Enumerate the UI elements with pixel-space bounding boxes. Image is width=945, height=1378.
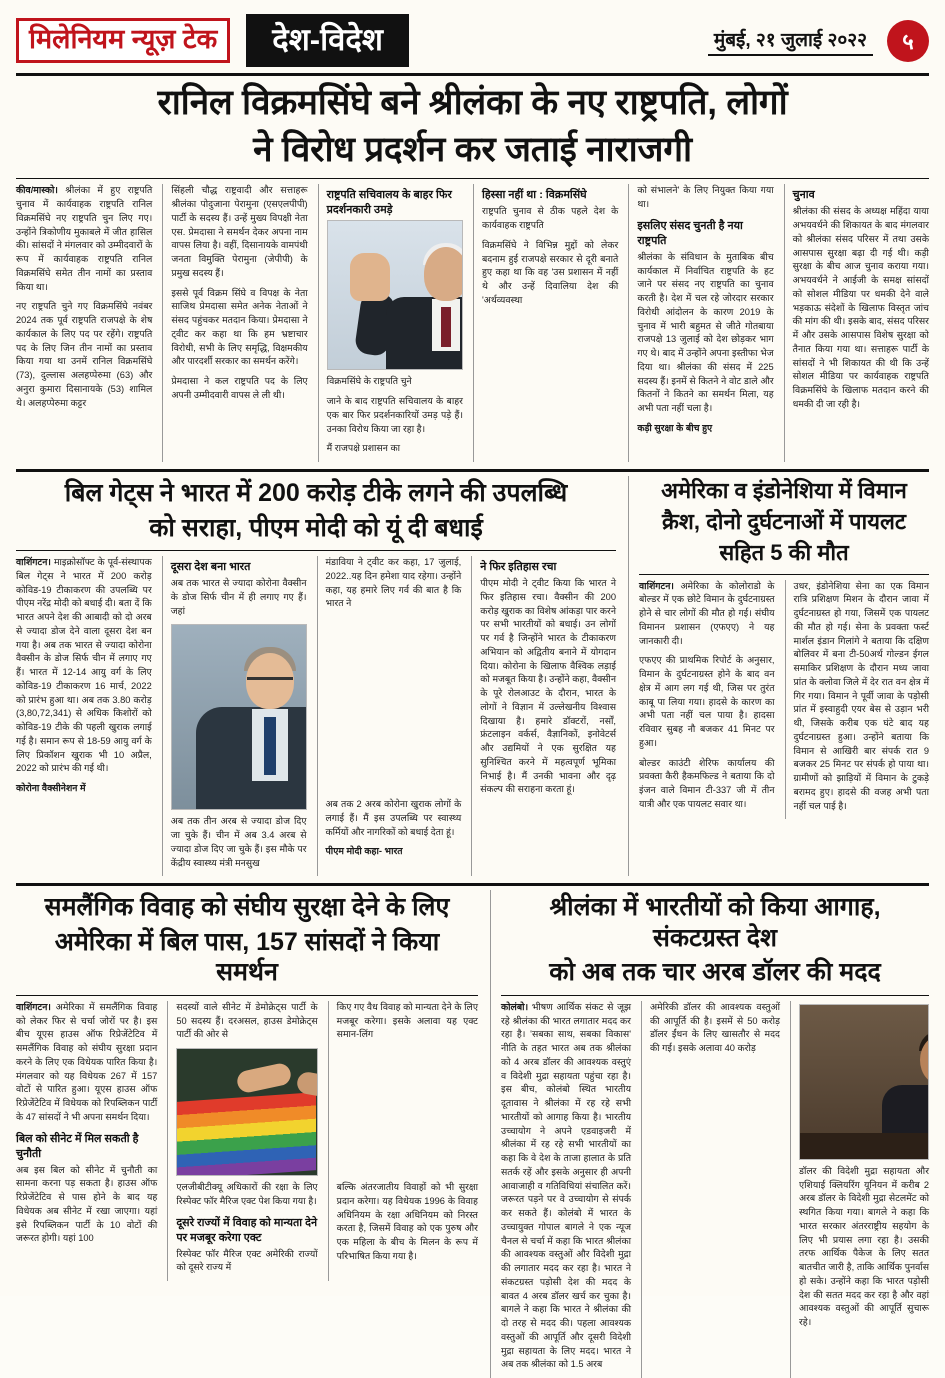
photo-bill-gates [171, 624, 307, 810]
story2-c3-foot: पीएम मोदी कहा- भारत [325, 846, 403, 857]
story4-col-3 [328, 1001, 478, 1281]
story1-col-4 [473, 184, 618, 462]
story1-col-1 [16, 184, 152, 462]
story4-col-2 [167, 1001, 317, 1281]
story1-col-2 [162, 184, 307, 462]
story2-headline-line1: बिल गेट्स ने भारत में 200 करोड़ टीके लगने की उपलब्धि [64, 479, 568, 508]
story1-c3-cap: विक्रमसिंघे के राष्ट्रपति चुने [326, 376, 412, 387]
story5-col-2 [641, 1001, 780, 1378]
story1-c4-p2: विक्रमसिंघे ने विभिन्न मुद्दों को लेकर बदनाम हुई राजपक्षे सरकार से दूरी बनाते हुए कहा था कि वह 'उस प्रशासन में नहीं थे और उन्हें दिवालिया देश की 'अर्थव्यवस्था [481, 239, 619, 305]
story4-headline-line2: अमेरिका में बिल पास, 157 सांसदों ने किया समर्थन [54, 927, 440, 987]
dateline: मुंबई, २१ जुलाई २०२२ [708, 26, 873, 56]
story2-c4-p1: पीएम मोदी ने ट्वीट किया कि भारत ने फिर इतिहास रचा। वैक्सीन की 200 करोड़ खुराक का विशेष आंकड़ा पार करने पर सभी भारतीयों को बधाई। उन लोगों पर गर्व है जिन्होंने भारत के टीकाकरण अभियान को अद्वितीय बनाने में योगदान दिया। कोरोना के खिलाफ वैश्विक लड़ाई को मजबूत किया है। उन्होंने कहा, वैक्सीन के पूरे रोलआउट के दौरान, भारत के लोगों ने विज्ञान में उल्लेखनीय विश्वास दिखाया है। हमारे डॉक्टरों, नर्सों, फ्रंटलाइन वर्कर्स, वैज्ञानिकों, इनोवेटर्स और उद्यमियों ने एक सुरक्षित यह सुनिश्चित करने में महत्वपूर्ण भूमिका निभाई है। मैं उनकी भावना और दृढ़ संकल्प की सराहना करता हूं। [480, 578, 616, 795]
story3-col-2 [785, 580, 930, 820]
story1-dateline-city: कीव/मास्को। [16, 185, 58, 196]
story4-c3-p2: बल्कि अंतरजातीय विवाहों को भी सुरक्षा प्रदान करेगा। यह विधेयक 1996 के विवाह अधिनियम के रक्षा अधिनियम को निरस्त करता है, जिसमें विवाह को एक पुरुष और एक महिला के बीच के मिलन के रूप में परिभाषित किया गया है। [336, 1182, 478, 1261]
story2-headline-line2: को सराहा, पीएम मोदी को यूं दी बधाई [149, 513, 483, 542]
story5-c3-p1: डॉलर की विदेशी मुद्रा सहायता और एशियाई क्लियरिंग यूनियन में करीब 2 अरब डॉलर के विदेशी मुद्रा सेटलमेंट को स्थगित किया गया। बागले ने कहा कि भारत सरकार अंतरराष्ट्रीय सहयोग के लिए भी प्रयास लगा रहा है। उसकी तरफ आर्थिक पैकेज के लिए सतत बातचीत जारी है, ताकि आर्थिक पुनर्वास हो सके। उन्होंने कहा कि भारत पड़ोसी देश की सतत मदद कर रहा है और वहां आवश्यक वस्तुओं की आपूर्ति सुचारू रहे। [799, 1165, 929, 1328]
story2-columns [16, 556, 616, 876]
story3-columns [639, 580, 929, 820]
story3-headline-line2: क्रैश, दोनो दुर्घटनाओं में पायलट [662, 508, 906, 534]
story-lead [16, 80, 929, 462]
story4-c2-p3: रिस्पेक्ट फॉर मैरिज एक्ट अमेरिकी राज्यों को दूसरे राज्य में [176, 1248, 318, 1273]
story4-columns [16, 1001, 478, 1281]
story1-c5-p1: को संभालने' के लिए नियुक्त किया गया था। [637, 185, 774, 210]
story4-c2-p1: सदस्यों वाले सीनेट में डेमोक्रेट्स पार्टी के 50 सदस्य हैं। दरअसल, हाउस डेमोक्रेट्स पार्टी की ओर से [176, 1001, 318, 1040]
story4-c1-p2: अब इस बिल को सीनेट में चुनौती का सामना करना पड़ सकता है। हाउस ऑफ रिप्रेजेंटेटिव से पास होने के बाद यह विधेयक अब सीनेट में रखा जाएगा। यहां इसे रिपब्लिकन पार्टी के 10 वोटों की जरूरत होगी। यहां 100 [16, 1164, 158, 1244]
story4-subhead-1: बिल को सीनेट में मिल सकती है चुनौती [16, 1132, 139, 1160]
story4 [16, 890, 478, 1378]
story4-c2-p2: एलजीबीटीक्यू अधिकारों की रक्षा के लिए रिस्पेक्ट फॉर मैरिज एक्ट पेश किया गया है। [176, 1182, 318, 1206]
photo-ranil-wickremesinghe [327, 220, 463, 370]
story2 [16, 476, 616, 876]
story3-c1-p2: एफएए की प्राथमिक रिपोर्ट के अनुसार, विमान के दुर्घटनाग्रस्त होने के बाद वन क्षेत्र में आग लग गई थी, जिस पर तुरंत काबू पा लिया गया। हादसे के कारण का अभी पता नहीं चल पाया है। हादसा रविवार सुबह नौ बजकर 41 मिनट पर हुआ। [639, 655, 775, 748]
story1-c5-p2: श्रीलंका के संविधान के मुताबिक बीच कार्यकाल में निर्वाचित राष्ट्रपति के हट जाने पर संसद नए राष्ट्रपति का चुनाव करती है। देश में चल रहे जोरदार सरकार विरोधी आंदोलन के कारण 2019 के चुनाव में भारी बहुमत से जीते गोतबाया राजपक्षे 13 जुलाई को देश छोड़कर भाग गए थे। बाद में उन्होंने अपना इस्तीफा भेज दिया था। श्रीलंका की संसद में 225 सदस्य हैं। इनमें से कितने ने वोट डाले और कितनों ने कितने का समर्थन मिला, यह अभी पता नहीं चला है। [637, 251, 774, 414]
masthead [16, 14, 929, 76]
story3-headline-line1: अमेरिका व इंडोनेशिया में विमान [661, 478, 907, 504]
publication-name: मिलेनियम न्यूज़ टेक [29, 24, 218, 55]
story-row-2 [16, 476, 929, 876]
publication-logo [16, 18, 230, 62]
story1-col-3 [318, 184, 463, 462]
story1-subhead-2: हिस्सा नहीं था : विक्रमसिंघे [481, 189, 587, 202]
page-number-badge: ५ [887, 20, 929, 62]
story1-columns [16, 184, 929, 462]
story4-subhead-2: दूसरे राज्यों में विवाह को मान्यता देने पर मजबूर करेगा एक्ट [176, 1216, 318, 1244]
photo-indian-envoy [799, 1004, 929, 1160]
story1-c2-p2: इससे पूर्व विक्रम सिंघे व विपक्ष के नेता साजिथ प्रेमदासा समेत अनेक नेताओं ने संसद पहुंचकर मतदान किया। प्रेमदासा ने ट्वीट कर कहा था कि हम भ्रष्टाचार विरोधी, सभी के लिए समृद्धि, विक्षमकीय और पारदर्शी सरकार का समर्थन करेंगे। [171, 287, 308, 367]
story5-c2-p1: अमेरिकी डॉलर की आवश्यक वस्तुओं की आपूर्ति की है। इसमें से 50 करोड़ डॉलर ईंधन के लिए खासतौर से मदद की गई। इसके अलावा 40 करोड़ [650, 1001, 780, 1054]
story5-dateline-city: कोलंबो। [501, 1001, 529, 1012]
story1-c6-p1: श्रीलंका की संसद के अध्यक्ष महिंदा याया अभयवर्धने की शिकायत के बाद मंगलवार को श्रीलंका संसद परिसर में तथा उसके आसपास सुरक्षा बढ़ा दी गई थी। कड़ी सुरक्षा के बीच आज चुनाव कराया गया। अभयवर्धने ने आईजी के समक्ष सांसदों को सोशल मीडिया पर धमकी देने वाले भड़काऊ संदेशों के खिलाफ विस्तृत जांच की मांग की थी। इसके बाद, संसद परिसर में और उसके आसपास विशेष सुरक्षा को तैनात किया गया था। सत्ताहरू पार्टी के सांसदों ने भी शिकायत की थी कि उन्हें सोशल मीडिया पर कार्यवाहक राष्ट्रपति विक्रमसिंघे के खिलाफ मतदान करने की धमकी दी जा रही है। [792, 206, 929, 409]
story1-p1: श्रीलंका में हुए राष्ट्रपति चुनाव में कार्यवाहक राष्ट्रपति रानिल विक्रमसिंघे नए राष्ट्रपति चुन लिए गए। उन्होंने त्रिकोणीय मुकाबले में जीत हासिल की। सांसदों ने मंगलवार को उम्मीदवारों के रूप में कार्यवाहक राष्ट्रपति रानिल विक्रमसिंघे समेत तीन नामों का प्रस्ताव किया था। [16, 185, 153, 292]
story1-p2: नए राष्ट्रपति चुने गए विक्रमसिंघे नवंबर 2024 तक पूर्व राष्ट्रपति राजपक्षे के शेष कार्यकाल के लिए पद पर रहेंगे। राष्ट्रपति पद के लिए जिन तीन नामों का प्रस्ताव किया गया था उनमें रानिल विक्रमसिंघे (73), दुल्लास अलहप्पेरुमा (63) और अनुरा कुमारा दिसानायके (53) शामिल थे। अलहप्पेरुमा कट्टर [16, 301, 153, 408]
story-row-3 [16, 890, 929, 1378]
story2-subhead-2: ने फिर इतिहास रचा [480, 561, 557, 574]
story5-columns [501, 1001, 929, 1378]
story2-col-4 [471, 556, 616, 876]
story2-col-3 [317, 556, 462, 876]
story4-c1-p1: अमेरिका में समलैंगिक विवाह को लेकर फिर से चर्चा जोरों पर है। इस बीच यूएस हाउस ऑफ रिप्रेजेंटेटिव में समलैंगिक विवाह को संघीय सुरक्षा प्रदान करने के लिए एक विधेयक पारित किया है। मंगलवार को यह विधेयक 267 में 157 वोटों से पारित हुआ। यूएस हाउस ऑफ रिप्रेजेंटेटिव में विधेयक को रिपब्लिकन पार्टी के 47 सांसदों ने भी अपना समर्थन दिया। [16, 1001, 158, 1122]
story2-col-2 [162, 556, 307, 876]
story5-c1-p1: भीषण आर्थिक संकट से जूझ रहे श्रीलंका की भारत लगातार मदद कर रहा है। 'सबका साथ, सबका विकास' नीति के तहत भारत अब तक श्रीलंका को 4 अरब डॉलर की आवश्यक वस्तुएं व विदेशी मुद्रा सहायता पहुंचा रहा है। इस बीच, कोलंबो स्थित भारतीय दूतावास ने श्रीलंका में रह रहे सभी भारतीयों को आगाह किया है। भारतीय उच्चायोग ने अपने एडवाइजरी में श्रीलंका में रह रहे सभी भारतीयों का कहा कि वे देश के ताजा हालात के प्रति सतर्क रहें और इसके अनुसार ही अपनी आवाजाही व गतिविधियां संचालित करें। जरूरत पड़ने पर वे उच्चायोग से संपर्क कर सकते हैं। कोलंबो में भारत के उच्चायुक्त गोपाल बागले ने एक न्यूज चैनल से चर्चा में कहा कि भारत श्रीलंका की आवश्यक वस्तुओं और विदेशी मुद्रा की लगातार मदद कर रहा है। भारत ने संकटग्रस्त पड़ोसी देश की मदद के बावत 4 अरब डॉलर खर्च कर चुका है। बागले ने कहा कि भारत ने श्रीलंका की दो तरह से मदद की। पहला आवश्यक वस्तुओं की आपूर्ति और दूसरी विदेशी मुद्रा सहायता के लिए मदद। भारत ने अब तक श्रीलंका को 1.5 अरब [501, 1001, 631, 1370]
story4-dateline-city: वाशिंगटन। [16, 1001, 51, 1012]
story1-c5-foot: कड़ी सुरक्षा के बीच हुए [637, 422, 713, 433]
story3-headline-line3: सहित 5 की मौत [719, 539, 849, 565]
story1-c2-p3: प्रेमदासा ने कल राष्ट्रपति पद के लिए अपनी उम्मीदवारी वापस ले ली थी। [171, 376, 308, 400]
story5 [490, 890, 929, 1378]
section-title: देश-विदेश [246, 14, 409, 67]
story1-c3-p2: मैं राजपक्षे प्रशासन का [326, 443, 401, 454]
story1-subhead-4: चुनाव [792, 189, 815, 202]
story4-col-1 [16, 1001, 157, 1281]
story4-c3-p1: किए गए वैध विवाह को मान्यता देने के लिए मजबूर करेगा। इसके अलावा यह एक्ट समान-लिंग [336, 1001, 478, 1040]
story3-c1-p3: बोल्डर काउंटी शेरिफ कार्यालय की प्रवक्ता कैरी हैकमफिल्ड ने बताया कि दो इंजन वाले विमान टी-337 जी में तीन यात्री और एक पायलट सवार था। [639, 757, 775, 809]
story5-headline-line1: श्रीलंका में भारतीयों को किया आगाह, संकटग्रस्त देश [549, 893, 881, 952]
story3-col-1 [639, 580, 775, 820]
story1-headline-line1: रानिल विक्रमसिंघे बने श्रीलंका के नए राष्ट्रपति, लोगों [157, 83, 788, 122]
story2-c3-p2: अब तक 2 अरब कोरोना खुराक लोगों के लगाई हैं। मैं इस उपलब्धि पर स्वास्थ्य कर्मियों और नागरिकों को बधाई देता हूं। [325, 799, 462, 837]
story1-headline-line2: ने विरोध प्रदर्शन कर जताई नाराजगी [253, 129, 692, 169]
story1-c4-p1: राष्ट्रपति चुनाव से ठीक पहले देश के कार्यवाहक राष्ट्रपति [481, 206, 619, 231]
story2-dateline-city: वाशिंगटन। [16, 557, 51, 568]
story3-c1-p1: अमेरिका के कोलोराडो के बोल्डर में एक छोटे विमान के दुर्घटनाग्रस्त होने से चार लोगों की मौत हो गई। संघीय विमानन प्रशासन (एफएए) ने यह जानकारी दी। [639, 580, 775, 646]
story2-c2-p2: अब तक तीन अरब से ज्यादा डोज दिए जा चुके हैं। चीन में अब 3.4 अरब से ज्यादा डोज दिए जा चुके हैं। इस मौके पर केंद्रीय स्वास्थ्य मंत्री मनसुख [170, 816, 307, 868]
story2-c2-p1: अब तक भारत से ज्यादा कोरोना वैक्सीन के डोज सिर्फ चीन में ही लगाए गए हैं। जहां [170, 578, 307, 616]
story2-c3-p1: मंडाविया ने ट्वीट कर कहा, 17 जुलाई, 2022..यह दिन हमेशा याद रहेगा। उन्होंने कहा, यह हमारे लिए गर्व की बात है कि भारत ने [325, 557, 462, 609]
story5-col-3 [790, 1001, 929, 1378]
story5-col-1 [501, 1001, 631, 1378]
story3 [628, 476, 929, 876]
story2-col-1 [16, 556, 152, 876]
story2-subhead-1: दूसरा देश बना भारत [170, 561, 251, 574]
story2-c1-foot: कोरोना वैक्सीनेशन में [16, 783, 86, 794]
story3-dateline-city: वाशिंगटन। [639, 580, 674, 591]
story1-c2-p1: सिंहली चौद्ध राष्ट्रवादी और सत्ताहरू श्रीलंका पोदुजाना पेरामुना (एसएलपीपी) पार्टी के सदस्य हैं। उन्हें मुख्य विपक्षी नेता एस. प्रेमदासा ने समर्थन देकर अपना नाम वापस लिया है। वहीं, दिसानायके वामपंथी जनता विमुक्ति पेरामुना (जेपीपी) के प्रमुख सदस्य हैं। [171, 185, 308, 278]
dateline-area [409, 20, 929, 62]
story1-col-6 [784, 184, 929, 462]
story1-subhead-1: राष्ट्रपति सचिवालय के बाहर फिर प्रदर्शनकारी उमड़े [326, 189, 452, 217]
story4-headline-line1: समलैंगिक विवाह को संघीय सुरक्षा देने के लिए [44, 893, 450, 922]
story1-subhead-3: इसलिए संसद चुनती है नया राष्ट्रपति [637, 219, 743, 247]
story2-c1-p1: माइक्रोसॉफ्ट के पूर्व-संस्थापक बिल गेट्स ने भारत में 200 करोड़ कोविड-19 टीकाकरण की उपलब्धि पर पीएम नरेंद्र मोदी को बधाई दी। बता दें कि भारत अपने देश की आबादी को दो अरब से ज्यादा डोज देने वाला दूसरा देश बन गया है। अब तक भारत से ज्यादा कोरोना वैक्सीन के डोज सिर्फ चीन में लगाए गए हैं। भारत में 12-14 आयु वर्ग के लिए कोविड-19 टीकाकरण 16 मार्च, 2022 को प्रारंभ हुआ था। अब तक 3.80 करोड़ (3,80,72,341) से अधिक किशोरों को कोविड-19 टीके की पहली खुराक लगाई गई है। समान रूप से 18-59 आयु वर्ग के लिए प्रिकॉशन खुराक भी 10 अप्रैल, 2022 को प्रारंभ की गई थी। [16, 557, 152, 774]
story3-c2-p1: उधर, इंडोनेशिया सेना का एक विमान रात्रि प्रशिक्षण मिशन के दौरान जावा में दुर्घटनाग्रस्त हो गया, जिसमें एक पायलट की मौत हो गई। सेना के प्रवक्ता फर्स्ट मार्शल इंडान गिलांगे ने बताया कि दक्षिण बोलिवर में बना टी-50अर्थ गोल्डन ईगल समाकिर प्रशिक्षण के दौरान मध्य जावा प्रांत के क्लोवा जिले में देर रात वन क्षेत्र में गिर गया। विमान ने पूर्वी जावा के पड़ोसी प्रांत में इस्वाहुदी एयर बेस से उड़ान भरी थी, जिसके करीब एक घंटे बाद यह दुर्घटनाग्रस्त हुआ। उन्होंने बताया कि विमान से आखिरी बार संपर्क रात 9 बजकर 25 मिनट पर संपर्क हो पाया था। ग्रामीणों को झाड़ियों में विमान के टुकड़े बरामद हुए। हादसे की वजह अभी पता नहीं चल पाई है। [793, 580, 929, 811]
story1-col-5 [628, 184, 773, 462]
story1-c3-p1: जाने के बाद राष्ट्रपति सचिवालय के बाहर एक बार फिर प्रदर्शनकारियों उमड़ पड़े हैं। उनका विरोध किया जा रहा है। [326, 396, 463, 434]
story5-headline-line2: को अब तक चार अरब डॉलर की मदद [549, 958, 881, 987]
photo-pride-flag [176, 1048, 317, 1176]
